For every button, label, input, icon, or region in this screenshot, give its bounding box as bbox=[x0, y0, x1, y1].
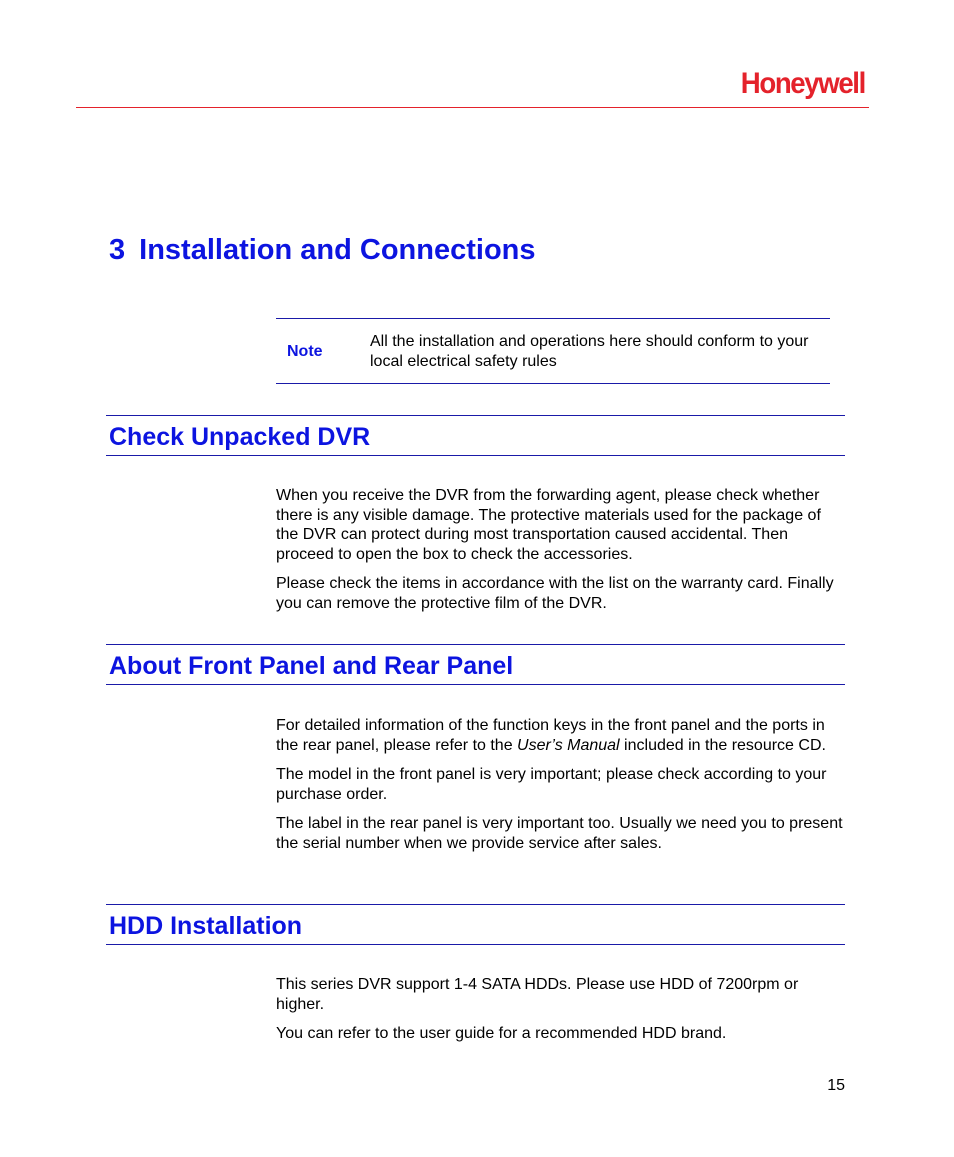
section-heading-check-unpacked bbox=[106, 415, 845, 456]
paragraph-text: For detailed information of the function keys in the front panel and the ports in the rear panel, please refer to the bbox=[276, 717, 825, 754]
honeywell-logo: Honeywell bbox=[740, 67, 865, 100]
section-heading-hdd-installation bbox=[106, 904, 845, 945]
page-number: 15 bbox=[827, 1077, 845, 1094]
section-body-hdd-installation bbox=[276, 975, 846, 1054]
paragraph: When you receive the DVR from the forwarding agent, please check whether there is any visible damage. The protective materials used for the package of the DVR can protect during most transportation caused accidental. Then proceed to open the box to check the accessories. bbox=[276, 487, 821, 563]
header-rule bbox=[76, 107, 869, 108]
chapter-title-text: Installation and Connections bbox=[139, 234, 536, 266]
paragraph bbox=[276, 716, 846, 755]
section-title: HDD Installation bbox=[109, 912, 303, 940]
chapter-number: 3 bbox=[109, 234, 126, 266]
section-title: About Front Panel and Rear Panel bbox=[109, 652, 514, 680]
section-title: Check Unpacked DVR bbox=[109, 423, 371, 451]
paragraph: This series DVR support 1-4 SATA HDDs. Please use HDD of 7200rpm or higher. bbox=[276, 976, 799, 1013]
section-body-front-rear-panel bbox=[276, 716, 846, 863]
paragraph: Please check the items in accordance with the list on the warranty card. Finally you can remove the protective film of the DVR. bbox=[276, 575, 834, 612]
paragraph: You can refer to the user guide for a recommended HDD brand. bbox=[276, 1025, 727, 1042]
note-label: Note bbox=[287, 343, 323, 360]
section-heading-front-rear-panel bbox=[106, 644, 845, 685]
note-box bbox=[276, 318, 830, 384]
paragraph: The model in the front panel is very important; please check according to your purchase order. bbox=[276, 766, 827, 803]
paragraph-text: included in the resource CD. bbox=[619, 736, 826, 754]
chapter-title bbox=[109, 232, 536, 268]
paragraph: The label in the rear panel is very important too. Usually we need you to present the serial number when we provide service after sales. bbox=[276, 815, 843, 852]
users-manual-emphasis: User’s Manual bbox=[517, 736, 620, 754]
note-text: All the installation and operations here should conform to your local electrical safety rules bbox=[370, 333, 809, 370]
section-body-check-unpacked bbox=[276, 486, 846, 623]
